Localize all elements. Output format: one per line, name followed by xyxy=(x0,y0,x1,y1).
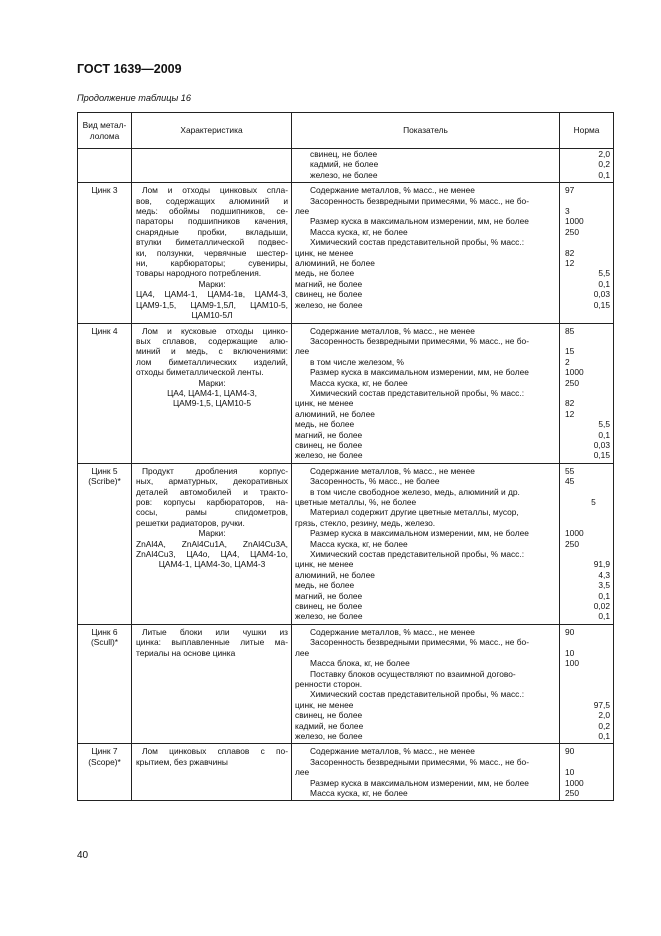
scrap-type-text: (Scull)* xyxy=(91,637,118,648)
norm-value: 250 xyxy=(565,538,579,549)
characteristic-cell xyxy=(132,323,292,463)
table-row xyxy=(78,744,614,801)
indicator-line: Засоренность безвредными примесями, % масс., не бо- xyxy=(310,335,529,346)
characteristic-line: снарядные пробки, вкладыши, xyxy=(136,226,288,237)
table-row xyxy=(78,149,614,183)
norm-value: 12 xyxy=(565,258,575,269)
characteristic-line: ЦАМ4-1, ЦАМ4-3о, ЦАМ4-3 xyxy=(158,559,266,570)
norm-value: 1000 xyxy=(565,528,584,539)
indicator-line: Засоренность, % масс., не более xyxy=(310,476,440,487)
norm-value: 97,5 xyxy=(593,699,610,710)
indicator-line: грязь, стекло, резину, медь, железо. xyxy=(295,517,436,528)
norm-value: 10 xyxy=(565,767,575,778)
indicator-line: свинец, не более xyxy=(295,439,363,450)
norm-value: 4,3 xyxy=(598,569,610,580)
norm-value: 1000 xyxy=(565,367,584,378)
scrap-type-text: (Scope)* xyxy=(88,756,121,767)
indicator-line: магний, не более xyxy=(295,278,363,289)
indicator-line: Масса куска, кг, не более xyxy=(310,787,408,798)
indicator-line: лее xyxy=(295,647,310,658)
column-header-characteristic: Характеристика xyxy=(132,113,292,149)
characteristic-cell xyxy=(132,183,292,323)
indicator-line: Масса куска, кг, не более xyxy=(310,377,408,388)
indicator-cell xyxy=(292,183,560,323)
page-number: 40 xyxy=(77,850,89,861)
table-header-row xyxy=(78,113,614,149)
characteristic-line: параторы подшипников качения, xyxy=(136,216,288,227)
characteristic-line: товары народного потребления. xyxy=(136,268,262,279)
norm-value: 97 xyxy=(565,185,575,196)
indicator-line: Масса куска, кг, не более xyxy=(310,538,408,549)
characteristic-line: Марки: xyxy=(198,528,226,539)
norm-value: 5,5 xyxy=(598,419,610,430)
norm-value xyxy=(563,388,610,398)
characteristic-line: Продукт дробления корпус- xyxy=(142,465,288,476)
characteristic-line: ЦАМ9-1,5, ЦАМ9-1,5Л, ЦАМ10-5, xyxy=(136,299,288,310)
characteristic-line: Марки: xyxy=(198,278,226,289)
indicator-line: железо, не более xyxy=(295,611,363,622)
indicator-cell xyxy=(292,323,560,463)
indicator-line: ренности сторон. xyxy=(295,678,363,689)
characteristic-line: Марки: xyxy=(198,377,226,388)
norm-value xyxy=(563,679,610,689)
norm-value: 1000 xyxy=(565,777,584,788)
indicator-line: Содержание металлов, % масс., не менее xyxy=(310,325,475,336)
characteristic-line: втулки биметаллической подвес- xyxy=(136,237,288,248)
scrap-type-text: Цинк 7 xyxy=(91,746,118,757)
indicator-cell xyxy=(292,744,560,801)
indicator-line: Засоренность безвредными примесями, % масс., не бо- xyxy=(310,195,529,206)
characteristic-line: ZnAl4Cu3, ЦА4о, ЦА4, ЦАМ4-1о, xyxy=(136,549,288,560)
indicator-line: магний, не более xyxy=(295,429,363,440)
norm-value: 0,03 xyxy=(593,439,610,450)
norm-value: 45 xyxy=(565,476,575,487)
characteristic-line: Лом и отходы цинковых спла- xyxy=(142,185,288,196)
norm-value: 5 xyxy=(591,497,596,507)
norm-value: 0,15 xyxy=(593,299,610,310)
indicator-line: Масса блока, кг, не более xyxy=(310,658,410,669)
norm-value: 0,03 xyxy=(593,289,610,300)
indicator-line: Размер куска в максимальном измерении, мм, не более xyxy=(310,777,529,788)
norm-value: 2,0 xyxy=(598,710,610,721)
norm-cell xyxy=(560,183,614,323)
characteristic-line: Лом и кусковые отходы цинко- xyxy=(142,325,288,336)
norm-value xyxy=(563,518,610,528)
indicator-cell xyxy=(292,624,560,743)
indicator-line: медь, не более xyxy=(295,268,355,279)
table-row xyxy=(78,463,614,624)
norm-value: 0,1 xyxy=(598,730,610,741)
norm-value: 90 xyxy=(565,626,575,637)
scrap-type-cell xyxy=(78,744,132,801)
scrap-type-cell xyxy=(78,323,132,463)
characteristic-line: териалы на основе цинка xyxy=(136,647,236,658)
norm-value: 0,15 xyxy=(593,450,610,461)
document-header: ГОСТ 1639—2009 xyxy=(77,62,182,76)
characteristic-line: цинка: выплавленные литые ма- xyxy=(136,637,288,648)
indicator-line: цинк, не менее xyxy=(295,699,354,710)
indicator-line: железо, не более xyxy=(295,450,363,461)
indicator-line: цинк, не менее xyxy=(295,247,354,258)
indicator-line: Размер куска в максимальном измерении, мм, не более xyxy=(310,367,529,378)
scrap-type-cell xyxy=(78,183,132,323)
norm-value: 100 xyxy=(565,658,579,669)
norm-value xyxy=(563,549,610,559)
indicator-line: свинец, не более xyxy=(310,149,378,159)
norm-value xyxy=(563,507,610,517)
norm-value: 2 xyxy=(565,356,570,367)
norm-value: 0,2 xyxy=(598,159,610,170)
norm-value: 55 xyxy=(565,465,575,476)
characteristic-cell xyxy=(132,463,292,624)
indicator-line: Размер куска в максимальном измерении, мм, не более xyxy=(310,528,529,539)
indicator-cell xyxy=(292,149,560,183)
indicator-line: кадмий, не более xyxy=(310,159,379,170)
norm-cell xyxy=(560,624,614,743)
norm-cell xyxy=(560,323,614,463)
indicator-line: Химический состав представительной пробы, % масс.: xyxy=(310,549,525,560)
norm-cell xyxy=(560,149,614,183)
characteristic-line: медь: обоймы подшипников, се- xyxy=(136,206,288,217)
norm-value: 5,5 xyxy=(598,268,610,279)
indicator-line: Химический состав представительной пробы, % масс.: xyxy=(310,387,525,398)
scrap-type-text: Цинк 6 xyxy=(91,626,118,637)
indicator-line: цинк, не менее xyxy=(295,559,354,570)
indicator-line: цветные металлы, %, не более xyxy=(295,497,417,507)
characteristic-cell xyxy=(132,744,292,801)
indicator-line: свинец, не более xyxy=(295,710,363,721)
norm-value: 0,1 xyxy=(598,590,610,601)
norm-value: 15 xyxy=(565,346,575,357)
indicator-line: свинец, не более xyxy=(295,289,363,300)
indicator-line: медь, не более xyxy=(295,419,355,430)
indicator-line: Химический состав представительной пробы, % масс.: xyxy=(310,689,525,700)
characteristic-line: решетки радиаторов, ручки. xyxy=(136,517,245,528)
norm-value: 85 xyxy=(565,325,575,336)
norm-value xyxy=(563,196,610,206)
norm-value: 91,9 xyxy=(593,559,610,570)
characteristic-line: Литые блоки или чушки из xyxy=(142,626,288,637)
norm-value: 12 xyxy=(565,408,575,419)
norm-value xyxy=(563,336,610,346)
scrap-type-text: Цинк 5 xyxy=(91,465,118,476)
norm-cell xyxy=(560,463,614,624)
characteristic-line: ЦАМ10-5Л xyxy=(191,310,233,321)
indicator-line: свинец, не более xyxy=(295,601,363,612)
indicator-line: Содержание металлов, % масс., не менее xyxy=(310,465,475,476)
norm-value xyxy=(563,669,610,679)
scrap-type-text: Цинк 4 xyxy=(91,325,118,336)
table-body xyxy=(78,149,614,801)
characteristic-line: сосы, рамы спидометров, xyxy=(136,507,288,518)
indicator-line: железо, не более xyxy=(295,299,363,310)
characteristic-line: ЦАМ9-1,5, ЦАМ10-5 xyxy=(172,398,252,409)
characteristic-line: лом биметаллических изделий, xyxy=(136,356,288,367)
characteristic-line: ров: корпусы карбюраторов, на- xyxy=(136,497,288,507)
indicator-line: медь, не более xyxy=(295,580,355,591)
norm-value: 0,1 xyxy=(598,429,610,440)
indicator-line: железо, не более xyxy=(310,169,378,180)
characteristic-line: миний и медь, с включениями: xyxy=(136,346,288,357)
norm-value: 2,0 xyxy=(598,149,610,159)
indicator-line: Поставку блоков осуществляют по взаимной догово- xyxy=(310,668,516,679)
scrap-metal-table xyxy=(77,112,614,801)
characteristic-line: вых сплавов, содержащие алю- xyxy=(136,335,288,346)
norm-value: 90 xyxy=(565,746,575,757)
indicator-line: алюминий, не более xyxy=(295,408,375,419)
characteristic-line: ни, карбюраторы; сувениры, xyxy=(136,258,288,269)
norm-value xyxy=(563,757,610,767)
norm-value: 82 xyxy=(565,247,575,258)
indicator-line: Засоренность безвредными примесями, % масс., не бо- xyxy=(310,637,529,648)
table-row xyxy=(78,624,614,743)
norm-value: 250 xyxy=(565,226,579,237)
indicator-line: в том числе железом, % xyxy=(310,356,404,367)
characteristic-cell xyxy=(132,149,292,183)
scrap-type-cell xyxy=(78,624,132,743)
norm-value: 0,1 xyxy=(598,611,610,622)
indicator-line: кадмий, не более xyxy=(295,720,364,731)
indicator-line: лее xyxy=(295,206,310,217)
table-row xyxy=(78,183,614,323)
indicator-line: лее xyxy=(295,346,310,357)
table-continuation-label: Продолжение таблицы 16 xyxy=(77,93,192,103)
characteristic-cell xyxy=(132,624,292,743)
characteristic-line: ZnAl4A, ZnAl4Cu1A, ZnAl4Cu3A, xyxy=(136,538,288,549)
characteristic-line: отходы биметаллической ленты. xyxy=(136,367,264,378)
column-header-norm: Норма xyxy=(560,113,614,149)
norm-value xyxy=(563,487,610,497)
norm-value xyxy=(563,689,610,699)
norm-value: 0,1 xyxy=(598,169,610,180)
characteristic-line: деталей автомобилей и тракто- xyxy=(136,486,288,497)
norm-value: 0,2 xyxy=(598,720,610,731)
indicator-line: алюминий, не более xyxy=(295,569,375,580)
norm-value: 0,1 xyxy=(598,278,610,289)
table-row xyxy=(78,323,614,463)
norm-value: 1000 xyxy=(565,216,584,227)
characteristic-line: ЦА4, ЦАМ4-1, ЦАМ4-1в, ЦАМ4-3, xyxy=(136,289,288,300)
scrap-type-text: (Scribe)* xyxy=(88,476,121,487)
indicator-line: Засоренность безвредными примесями, % масс., не бо- xyxy=(310,756,529,767)
characteristic-line: ных, арматурных, декоративных xyxy=(136,476,288,487)
norm-value: 10 xyxy=(565,647,575,658)
scrap-type-text: Цинк 3 xyxy=(91,185,118,196)
indicator-line: Размер куска в максимальном измерении, мм, не более xyxy=(310,216,529,227)
column-header-indicator: Показатель xyxy=(292,113,560,149)
scrap-type-cell xyxy=(78,463,132,624)
indicator-line: в том числе свободное железо, медь, алюминий и др. xyxy=(310,486,520,497)
indicator-line: Материал содержит другие цветные металлы, мусор, xyxy=(310,507,519,518)
characteristic-line: ЦА4, ЦАМ4-1, ЦАМ4-3, xyxy=(167,387,257,398)
norm-cell xyxy=(560,744,614,801)
indicator-line: Содержание металлов, % масс., не менее xyxy=(310,185,475,196)
indicator-line: алюминий, не более xyxy=(295,258,375,269)
norm-value xyxy=(563,637,610,647)
scrap-type-cell xyxy=(78,149,132,183)
norm-value: 3 xyxy=(565,206,570,217)
indicator-line: Масса куска, кг, не более xyxy=(310,226,408,237)
indicator-cell xyxy=(292,463,560,624)
norm-value: 0,02 xyxy=(593,601,610,612)
indicator-line: Содержание металлов, % масс., не менее xyxy=(310,626,475,637)
column-header-type: Вид метал- лолома xyxy=(78,113,132,149)
indicator-line: железо, не более xyxy=(295,730,363,741)
characteristic-line: ки, ползунки, червячные шестер- xyxy=(136,247,288,258)
characteristic-line: вов, содержащих алюминий и xyxy=(136,195,288,206)
indicator-line: лее xyxy=(295,767,310,778)
norm-value: 250 xyxy=(565,377,579,388)
norm-value: 250 xyxy=(565,787,579,798)
indicator-line: Содержание металлов, % масс., не менее xyxy=(310,746,475,757)
norm-value: 3,5 xyxy=(598,580,610,591)
indicator-line: Химический состав представительной пробы, % масс.: xyxy=(310,237,525,248)
norm-value: 82 xyxy=(565,398,575,409)
indicator-line: цинк, не менее xyxy=(295,398,354,409)
characteristic-line: Лом цинковых сплавов с по- xyxy=(142,746,288,757)
norm-value xyxy=(563,237,610,247)
characteristic-line: крытием, без ржавчины xyxy=(136,756,228,767)
indicator-line: магний, не более xyxy=(295,590,363,601)
